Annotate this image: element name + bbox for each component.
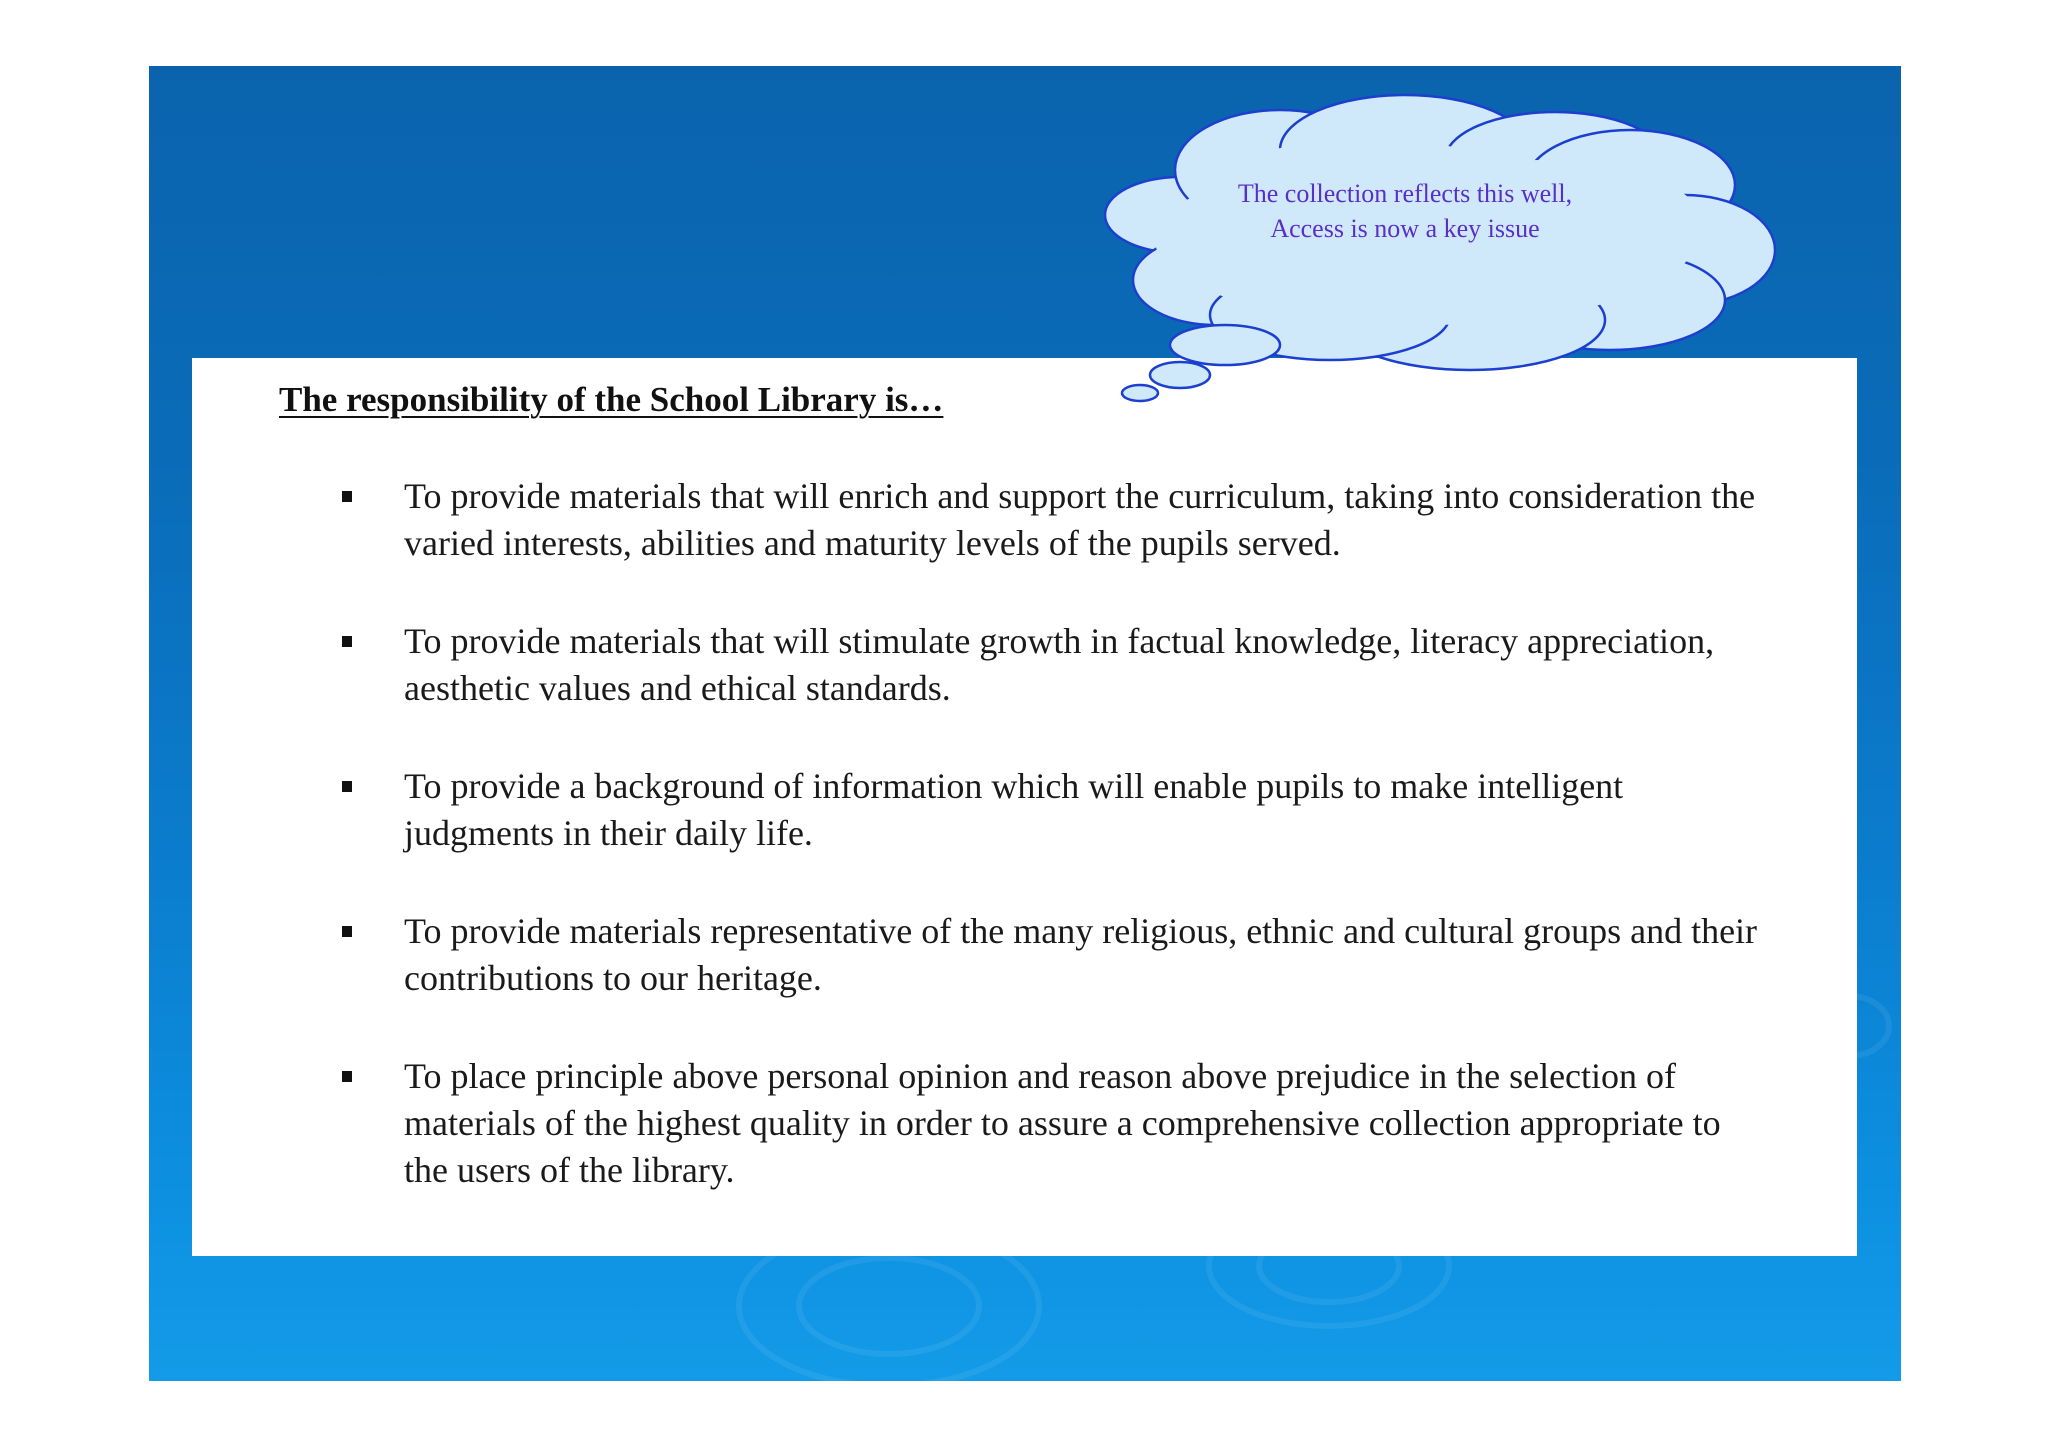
bullet-text: To provide a background of information which will enable pupils to make intelligent judgments in their daily life. — [404, 766, 1624, 853]
bullet-list — [342, 473, 1762, 1245]
thought-cloud-icon — [1070, 90, 1780, 420]
list-item — [342, 473, 1762, 567]
card-heading: The responsibility of the School Library is… — [279, 380, 944, 419]
square-bullet-icon — [342, 781, 352, 792]
list-item — [342, 1053, 1762, 1194]
bullet-text: To provide materials representative of the many religious, ethnic and cultural groups and their contributions to our heritage. — [404, 911, 1758, 998]
bullet-text: To provide materials that will enrich and support the curriculum, taking into consideration the varied interests, abilities and maturity levels of the pupils served. — [404, 476, 1756, 563]
list-item — [342, 618, 1762, 712]
callout-line-1: The collection reflects this well, — [1237, 179, 1573, 208]
square-bullet-icon — [342, 1071, 352, 1082]
list-item — [342, 908, 1762, 1002]
callout-line-2: Access is now a key issue — [1270, 214, 1540, 243]
content-card — [192, 358, 1857, 1256]
thought-callout — [1205, 176, 1605, 246]
square-bullet-icon — [342, 926, 352, 937]
bullet-text: To provide materials that will stimulate growth in factual knowledge, literacy appreciation, aesthetic values and ethical standards. — [404, 621, 1715, 708]
square-bullet-icon — [342, 636, 352, 647]
square-bullet-icon — [342, 491, 352, 502]
bullet-text: To place principle above personal opinion and reason above prejudice in the selection of materials of the highest quality in order to assure a comprehensive collection appropriate to the users of the library. — [404, 1056, 1721, 1190]
list-item — [342, 763, 1762, 857]
